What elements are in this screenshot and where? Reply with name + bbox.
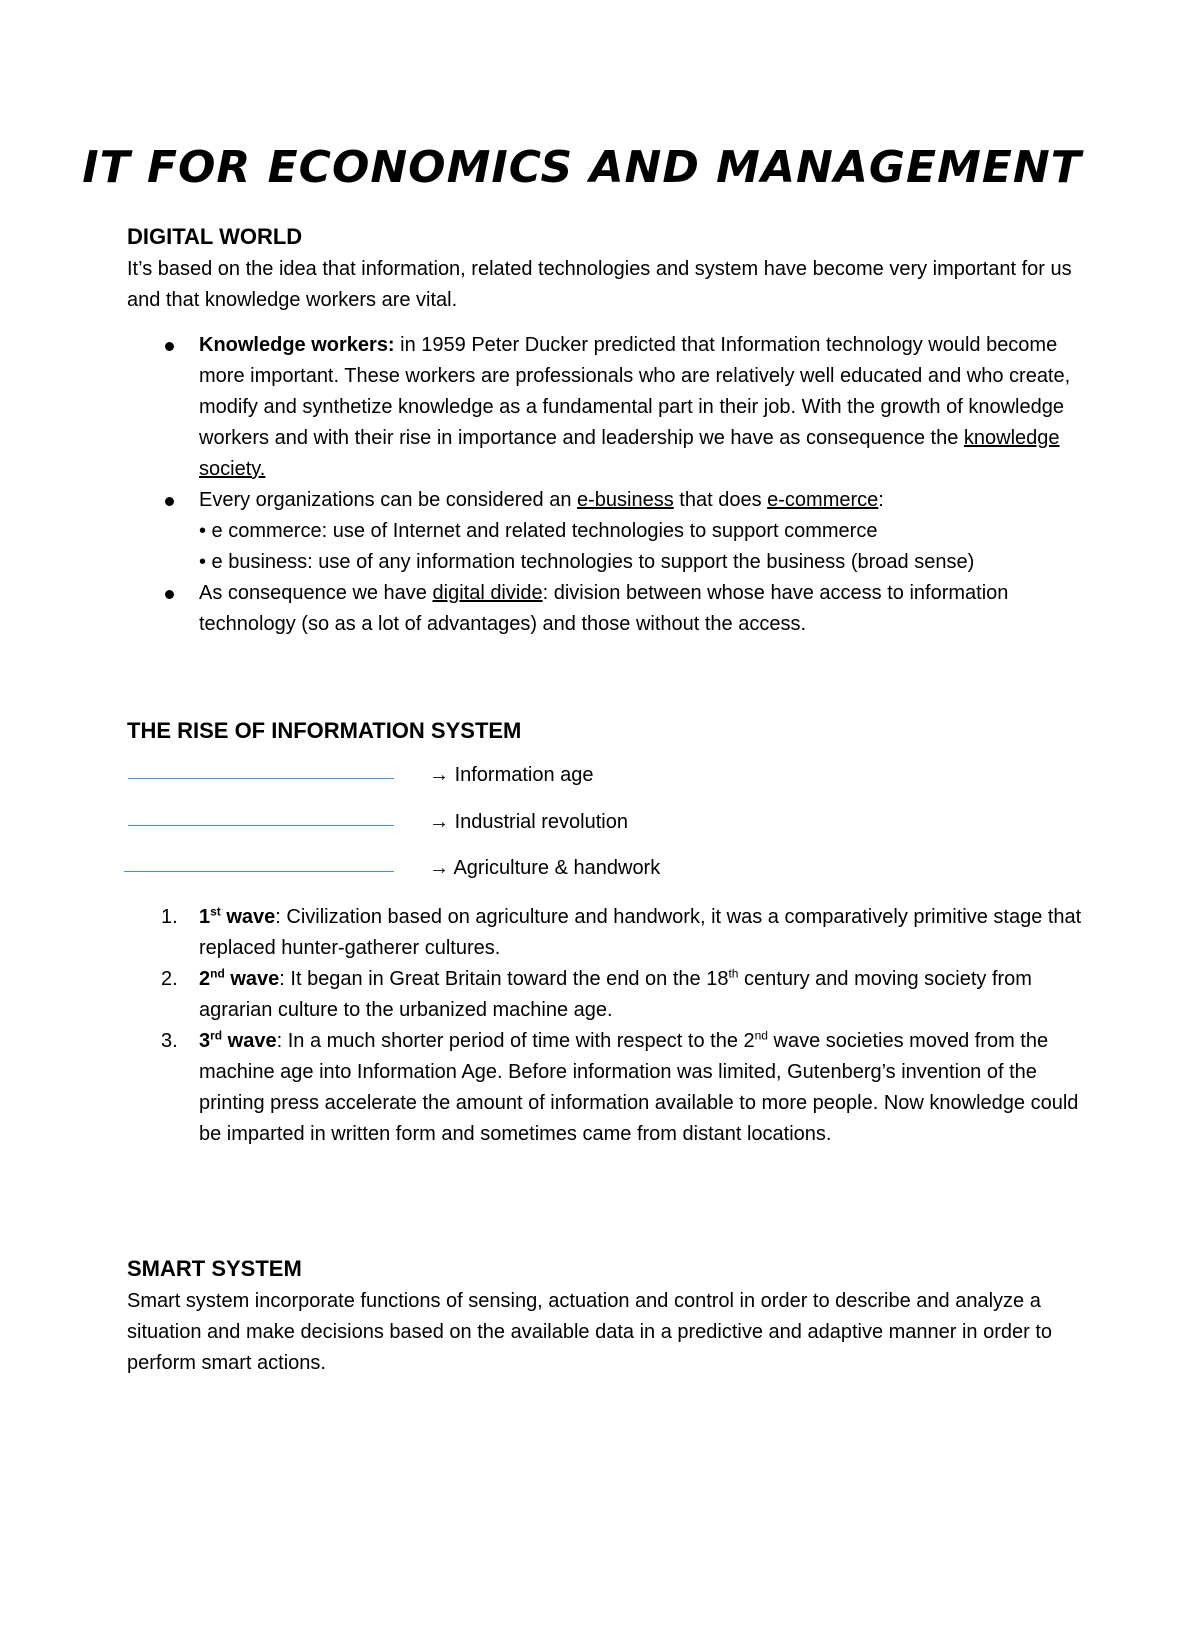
list-number: 2. — [161, 968, 178, 990]
digital-divide-pre: As consequence we have — [199, 582, 433, 604]
wave-label: 1st wave — [199, 904, 276, 928]
wave-label: 3rd wave — [199, 1028, 277, 1052]
organizations-post-text: : — [878, 489, 884, 511]
organizations-mid-text: that does — [673, 489, 768, 511]
bullet-icon — [165, 497, 174, 506]
waves-numbered-list — [127, 902, 1087, 1150]
list-item — [127, 578, 1087, 640]
knowledge-society-link: knowledge society. — [199, 427, 1060, 480]
digital-divide-term: digital divide — [432, 582, 543, 604]
organizations-text: Every organizations can be considered an — [199, 489, 578, 511]
digital-world-intro: It’s based on the idea that information, related technologies and system have become very important for us and that knowledge workers are vital. — [127, 258, 1072, 311]
digital-world-bullet-list — [127, 330, 1087, 640]
wave-text: : In a much shorter period of time with respect to the 2nd wave societies moved from the machine age into Information Age. Before information was limited, Gutenberg’s invention of the printing press accelerate the amount of information available to more people. Now knowledge could be imparted in written form and sometimes came from distant locations. — [199, 1028, 1079, 1145]
e-commerce-definition: • e commerce: use of Internet and related technologies to support commerce — [199, 520, 878, 542]
list-item — [127, 964, 1087, 1026]
wave-text: : It began in Great Britain toward the end on the 18th century and moving society from agrarian culture to the urbanized machine age. — [199, 966, 1032, 1021]
wave-label: 2nd wave — [199, 966, 280, 990]
knowledge-workers-text: in 1959 Peter Ducker predicted that Information technology would become more important. These workers are professionals who are relatively well educated and who create, modify and synthetize knowledge as a fundamental part in their job. With the growth of knowledge workers and with their rise in importance and leadership we have as consequence the — [199, 334, 1071, 449]
age-label: → Information age — [429, 764, 594, 786]
e-commerce-term: e-commerce — [767, 489, 879, 511]
list-item — [127, 1026, 1087, 1150]
age-row-information — [124, 762, 824, 792]
age-row-industrial — [124, 809, 824, 839]
arrow-icon: → — [429, 764, 449, 786]
bullet-icon — [165, 342, 174, 351]
rise-heading: THE RISE OF INFORMATION SYSTEM — [127, 718, 522, 743]
arrow-icon: → — [429, 857, 449, 879]
digital-world-heading: DIGITAL WORLD — [127, 224, 303, 249]
arrow-icon: → — [429, 811, 449, 833]
list-number: 1. — [161, 906, 178, 928]
list-item — [127, 902, 1087, 964]
digital-divide-text: : division between whose have access to information technology (so as a lot of advantages) and those without the access. — [199, 582, 1009, 635]
wave-text: : Civilization based on agriculture and handwork, it was a comparatively primitive stage that replaced hunter-gatherer cultures. — [199, 906, 1082, 959]
e-business-definition: • e business: use of any information technologies to support the business (broad sense) — [199, 551, 975, 573]
age-label: → Agriculture & handwork — [429, 857, 661, 879]
e-business-term: e-business — [577, 489, 674, 511]
timeline-line — [128, 825, 394, 826]
smart-system-text: Smart system incorporate functions of sensing, actuation and control in order to describe and analyze a situation and make decisions based on the available data in a predictive and adaptive manner in order to perform smart actions. — [127, 1290, 1053, 1374]
timeline-line — [128, 778, 394, 779]
age-label: → Industrial revolution — [429, 811, 628, 833]
list-item — [127, 485, 1087, 578]
knowledge-workers-label: Knowledge workers: — [199, 334, 395, 356]
list-number: 3. — [161, 1030, 178, 1052]
bullet-icon — [165, 590, 174, 599]
smart-system-heading: SMART SYSTEM — [127, 1256, 302, 1281]
timeline-line — [124, 871, 394, 872]
document-title: IT FOR ECONOMICS AND MANAGEMENT — [82, 142, 1082, 193]
age-row-agriculture — [124, 855, 824, 885]
list-item — [127, 330, 1087, 485]
